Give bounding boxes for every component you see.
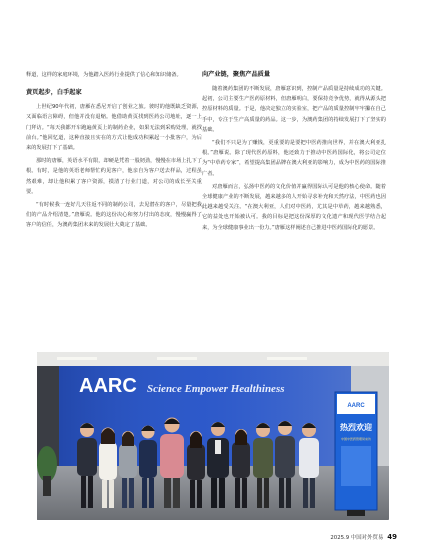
standee-logo: AARC [347, 403, 365, 409]
page-number: 49 [387, 533, 397, 541]
group-photo [37, 352, 389, 520]
standee-title: 热烈欢迎 [340, 423, 372, 432]
body-paragraph: 随着澳药集团的不断发展，唐雁意识到，控制产品质量是持续成功的关键。起初，公司主要生产医药原材料，但唐雁明白，要保持竞争优势，就得从源头把控原材料的质量。于是，他决定独立的实验室，把产品的质量控制牢牢攥在自己手中，专注于生产高质量的药品。这一步，为澳药集团的持续发展打下了坚实的基础。 [202, 86, 386, 133]
section-heading-quality: 向产业链，聚焦产品质量 [202, 71, 271, 78]
body-paragraph: “有时候我一连好几天往返不同的制药公司，去见潜在的客户，尽量把我们的产品介绍清楚。”唐雁说。他的这份决心和努力付出的态度，慢慢赢得了客户的信任，为澳药集团未来的发展壮大奠定了基础。 [26, 202, 202, 229]
left-column [26, 70, 202, 234]
body-paragraph: 那时的唐雁，英语水平有限，却硬是凭着一股韧劲，慢慢在市场上扎下了根。有时，是他的英语老师帮忙约见客户，他亲自为客户送去样品，过程虽然艰难，却让他积累了客户资源，摸清了行业门道，对公司的成长至关重要。 [26, 158, 203, 195]
body-paragraph: “我们不只是为了赚钱，更重要的是要把中医药推向世界，并在澳大利亚扎根。”唐雁说。除了现代医药原料，他还致力于推动中医药国际化，将公司定位为“中草药专家”，希望提高集团品牌在澳大利亚的影响力，成为中医药的国际推广者。 [202, 140, 386, 177]
section-heading-startup: 黄页起步，白手起家 [26, 89, 82, 97]
issue-label: 2025.9 中国对外贸易 [330, 535, 384, 541]
backdrop-slogan: Science Empower Healthiness [147, 383, 285, 395]
standee-subtitle: 中国中医药管理局来访 [340, 437, 372, 441]
page-footer [330, 533, 397, 541]
intro-paragraph: 释道，这样的家庭环境，为他踏入医药行业提供了信心和知识储备。 [26, 72, 182, 78]
body-paragraph: 对唐雁而言，弘扬中医药的文化价值并赢得国际认可是他的核心使命。随着全球健康产业的不断发展，越来越多的人开始寻求补充和天然疗法，中医药也因此越来越受关注。“在澳大利亚，人们对中医药，尤其是中草药，越来越熟悉，它的益处也开始被认可。我的目标是把这份深厚的文化遗产和现代医学结合起来，为全球健康事业出一份力。”唐雁这样阐述自己推进中医药国际化的愿景。 [202, 183, 386, 231]
right-column [202, 70, 386, 236]
body-paragraph: 上世纪90年代初，唐雁在悉尼开启了创业之旅。彼时的他既缺乏资源，又面临语言障碍，但他并没有退缩。他借助黄页找到医药公司地址，逐一上门拜访。“每天我都开车跑遍黄页上的制药企业，如果无法到采购处理，就找前台。”他回忆道，这种直接且实在的方式让他成功积累起一小批客户，为后来的发展打下了基础。 [26, 104, 202, 152]
backdrop-logo: AARC [79, 375, 137, 397]
